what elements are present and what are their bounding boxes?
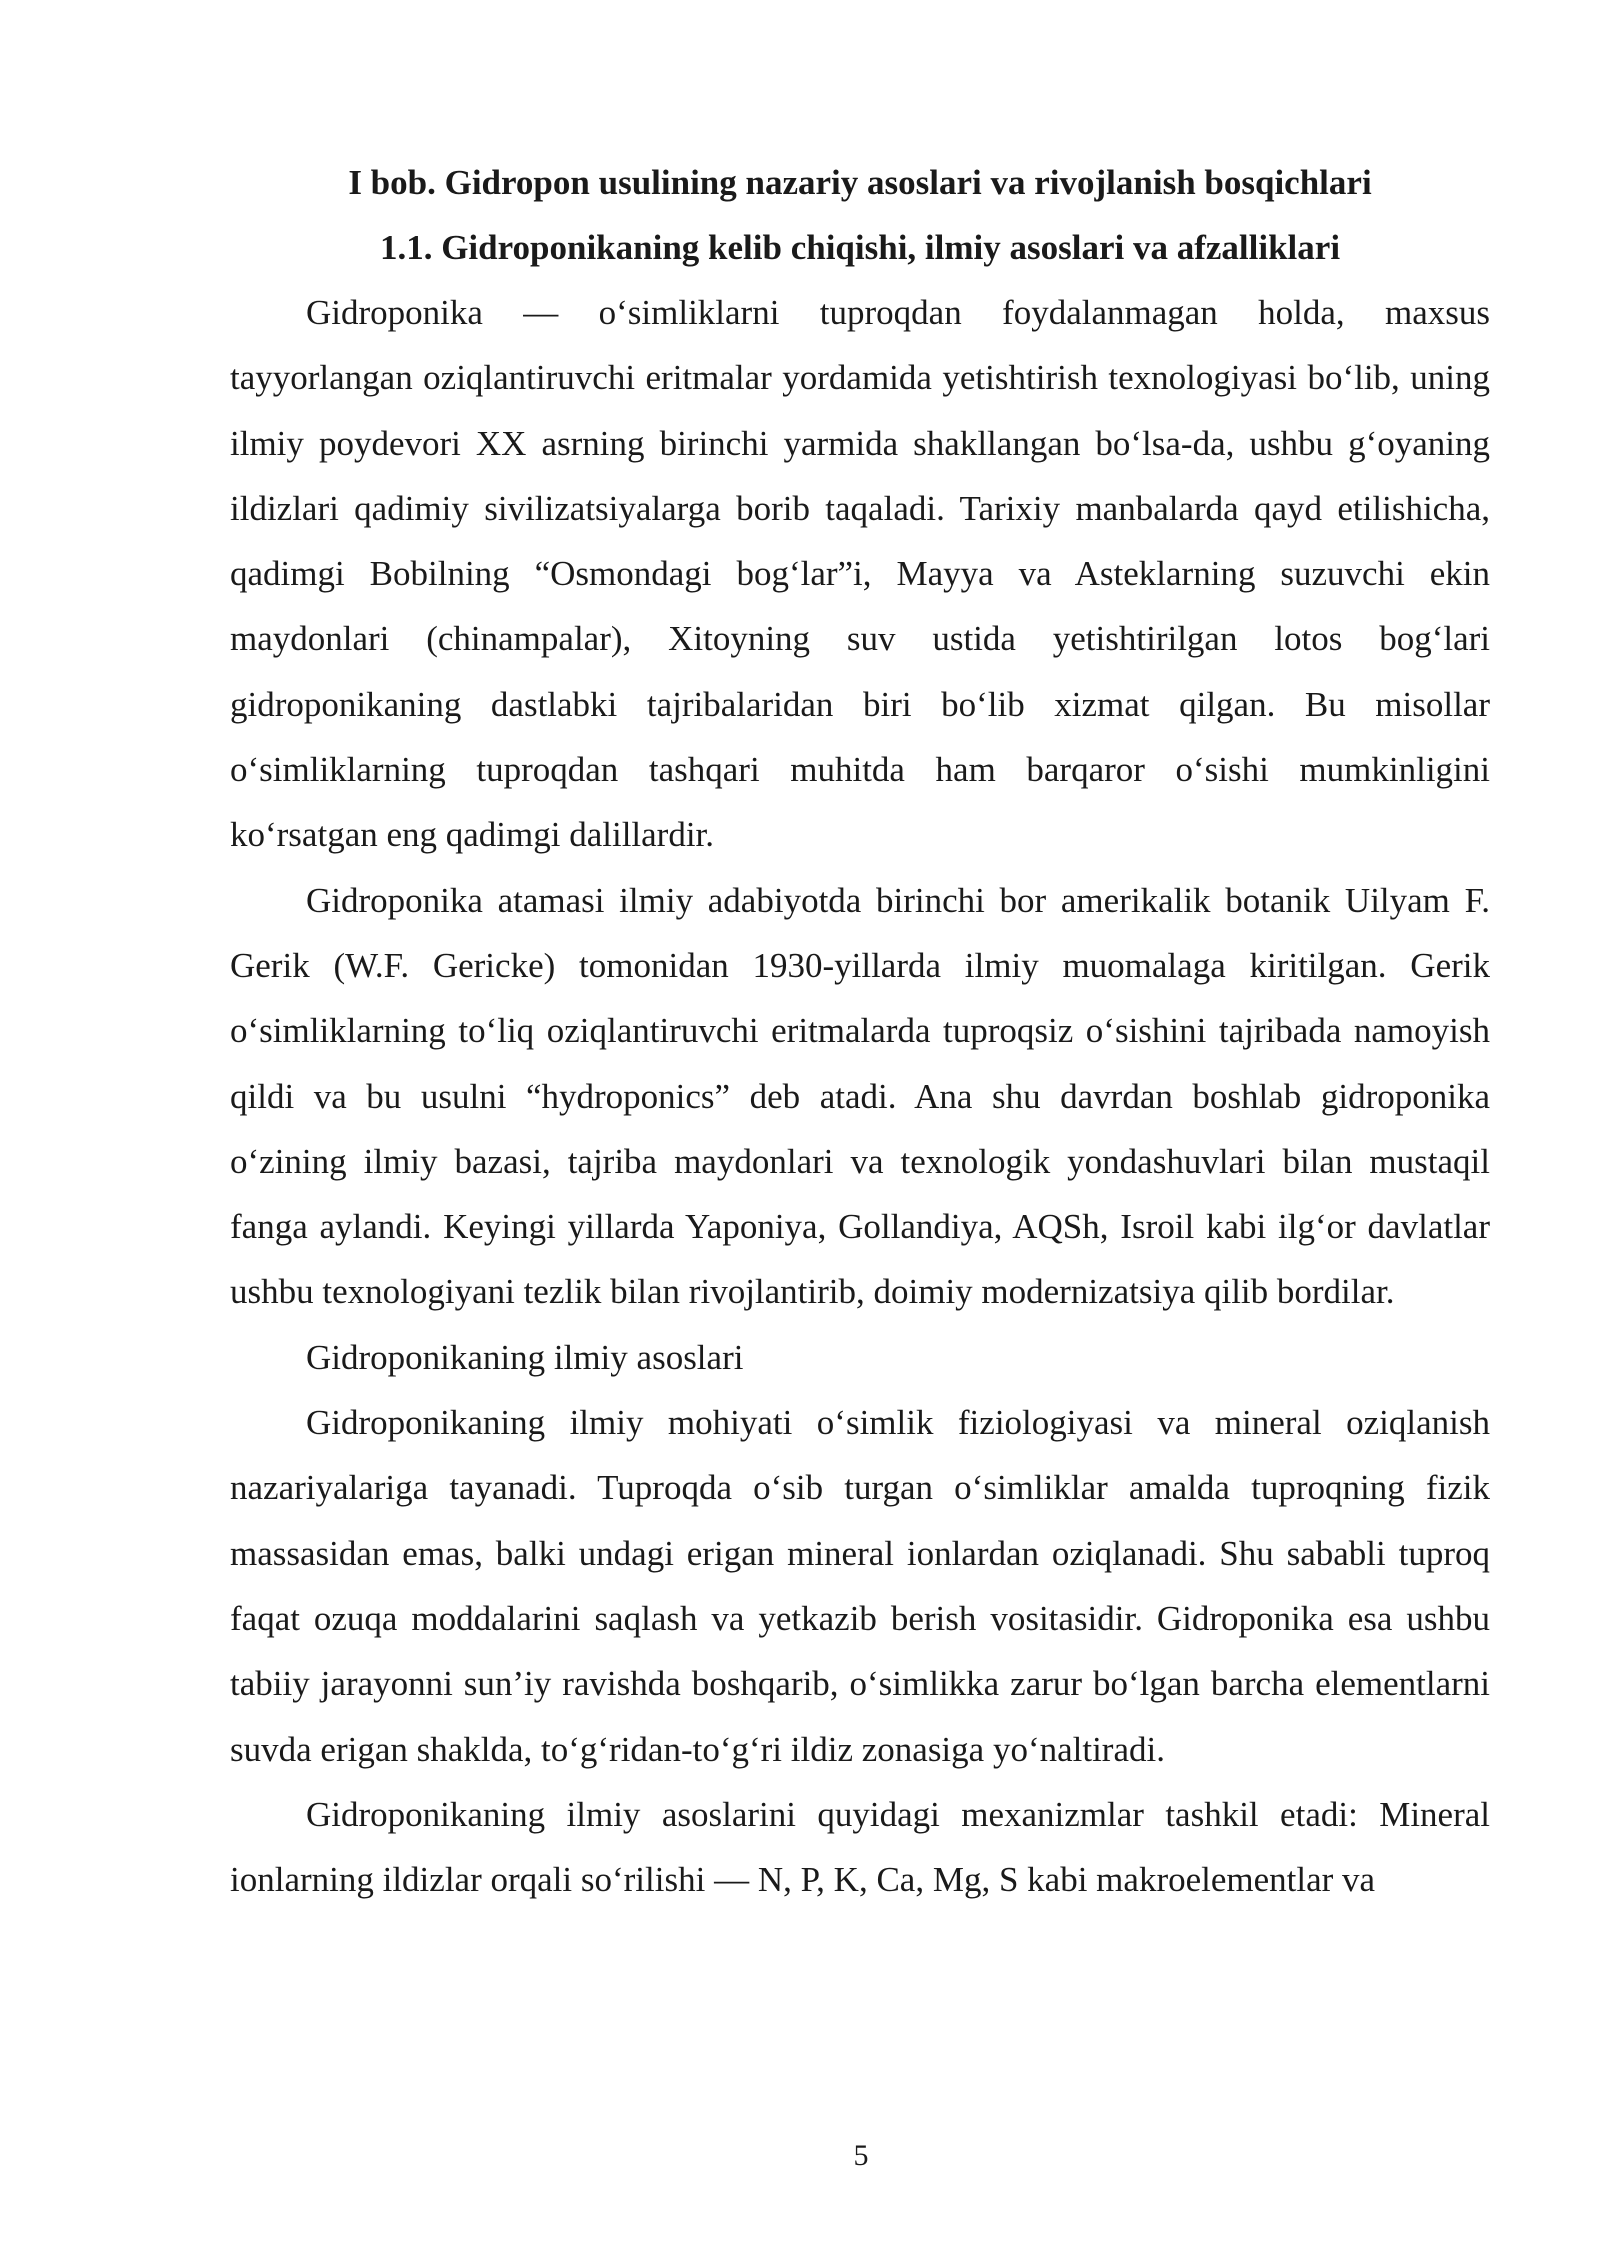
paragraph-1: Gidroponika — o‘simliklarni tuproqdan foydalanmagan holda, maxsus tayyorlangan oziqlantiruvchi eritmalar yordamida yetishtirish texnologiyasi bo‘lib, uning ilmiy poydevori XX asrning birinchi yarmida shakllangan bo‘lsa-da, ushbu g‘oyaning ildizlari qadimiy sivilizatsiyalarga borib taqaladi. Tarixiy manbalarda qayd etilishicha, qadimgi Bobilning “Osmondagi bog‘lar”i, Mayya va Asteklarning suzuvchi ekin maydonlari (chinampalar), Xitoyning suv ustida yetishtirilgan lotos bog‘lari gidroponikaning dastlabki tajribalaridan biri bo‘lib xizmat qilgan. Bu misollar o‘simliklarning tuproqdan tashqari muhitda ham barqaror o‘sishi mumkinligini ko‘rsatgan eng qadimgi dalillardir.: [230, 293, 1490, 855]
chapter-title: I bob. Gidropon usulining nazariy asoslari va rivojlanish bosqichlari: [348, 163, 1372, 202]
paragraph-2: Gidroponika atamasi ilmiy adabiyotda birinchi bor amerikalik botanik Uilyam F. Gerik (W.F. Gericke) tomonidan 1930-yillarda ilmiy muomalaga kiritilgan. Gerik o‘simliklarning to‘liq oziqlantiruvchi eritmalarda tuproqsiz o‘sishini tajribada namoyish qildi va bu usulni “hydroponics” deb atadi. Ana shu davrdan boshlab gidroponika o‘zining ilmiy bazasi, tajriba maydonlari va texnologik yondashuvlari bilan mustaqil fanga aylandi. Keyingi yillarda Yaponiya, Gollandiya, AQSh, Isroil kabi ilg‘or davlatlar ushbu texnologiyani tezlik bilan rivojlantirib, doimiy modernizatsiya qilib bordilar.: [230, 880, 1490, 1312]
paragraph-4: Gidroponikaning ilmiy asoslarini quyidagi mexanizmlar tashkil etadi: Mineral ionlarning ildizlar orqali so‘rilishi — N, P, K, Ca, Mg, S kabi makroelementlar va: [230, 1794, 1490, 1900]
paragraph-3: Gidroponikaning ilmiy mohiyati o‘simlik fiziologiyasi va mineral oziqlanish nazariyalariga tayanadi. Tuproqda o‘sib turgan o‘simliklar amalda tuproqning fizik massasidan emas, balki undagi erigan mineral ionlardan oziqlanadi. Shu sababli tuproq faqat ozuqa moddalarini saqlash va yetkazib berish vositasidir. Gidroponika esa ushbu tabiiy jarayonni sun’iy ravishda boshqarib, o‘simlikka zarur bo‘lgan barcha elementlarni suvda erigan shaklda, to‘g‘ridan-to‘g‘ri ildiz zonasiga yo‘naltiradi.: [230, 1403, 1490, 1769]
section-title: 1.1. Gidroponikaning kelib chiqishi, ilmiy asoslari va afzalliklari: [379, 228, 1341, 267]
subheading: Gidroponikaning ilmiy asoslari: [306, 1337, 744, 1377]
page-number: 5: [853, 2139, 869, 2172]
document-page: [230, 150, 1490, 1912]
